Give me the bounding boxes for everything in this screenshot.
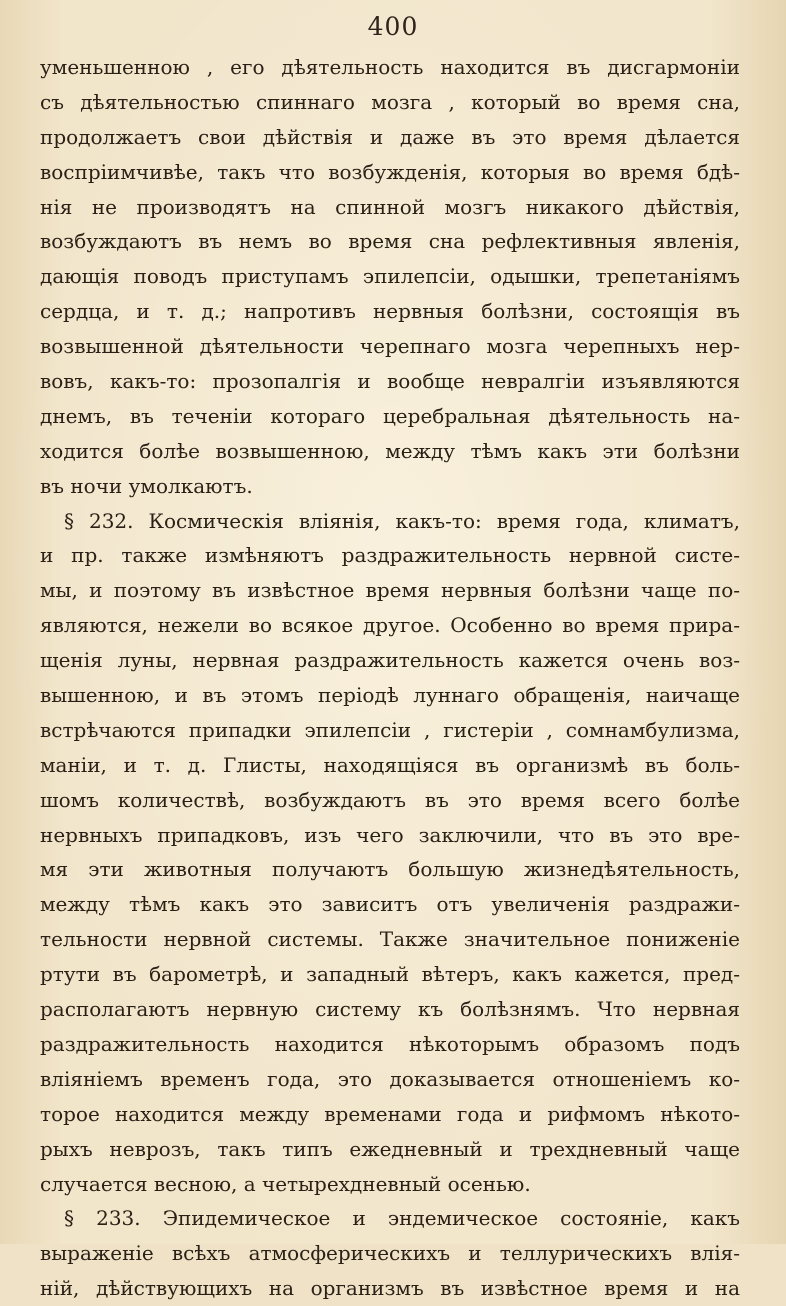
text-line: вовъ, какъ-то: прозопалгія и вообще невралгіи изъявляются [40, 369, 740, 394]
text-line: раздражительность находится нѣкоторымъ образомъ подъ [40, 1031, 740, 1056]
body-text [40, 50, 740, 1306]
text-line: продолжаетъ свои дѣйствія и даже въ это время дѣлается [40, 124, 740, 149]
text-line: вышенною, и въ этомъ періодѣ луннаго обращенія, наичаще [40, 683, 740, 708]
text-line: выраженіе всѣхъ атмосферическихъ и теллурическихъ влія- [40, 1241, 740, 1266]
text-line: рыхъ неврозъ, такъ типъ ежедневный и трехдневный чаще [40, 1136, 740, 1161]
text-line: случается весною, а четырехдневный осенью. [40, 1171, 531, 1196]
text-line: ртути въ барометрѣ, и западный вѣтеръ, какъ кажется, пред- [40, 962, 740, 987]
section-232-start: § 232. Космическія вліянія, какъ-то: время года, климатъ, [64, 508, 740, 533]
text-line: вліяніемъ временъ года, это доказывается отношеніемъ ко- [40, 1066, 740, 1091]
text-line: въ ночи умолкаютъ. [40, 473, 253, 498]
text-line: съ дѣятельностью спиннаго мозга , который во время сна, [40, 89, 740, 114]
text-line: днемъ, въ теченіи котораго церебральная дѣятельность на- [40, 403, 740, 428]
text-line: нервныхъ припадковъ, изъ чего заключили, что въ это вре- [40, 822, 740, 847]
text-line: являются, нежели во всякое другое. Особенно во время прира- [40, 613, 740, 638]
text-line: мы, и поэтому въ извѣстное время нервныя болѣзни чаще по- [40, 578, 740, 603]
text-line: и пр. также измѣняютъ раздражительность нервной систе- [40, 543, 740, 568]
text-line: шомъ количествѣ, возбуждаютъ въ это время всего болѣе [40, 787, 740, 812]
text-line: щенія луны, нервная раздражительность кажется очень воз- [40, 648, 740, 673]
section-233-start: § 233. Эпидемическое и эндемическое состояніе, какъ [64, 1206, 740, 1231]
text-line: торое находится между временами года и рифмомъ нѣкото- [40, 1101, 740, 1126]
text-line: возбуждаютъ въ немъ во время сна рефлективныя явленія, [40, 229, 740, 254]
text-line: возвышенной дѣятельности черепнаго мозга черепныхъ нер- [40, 334, 740, 359]
text-line: между тѣмъ какъ это зависитъ отъ увеличенія раздражи- [40, 892, 740, 917]
text-line: уменьшенною , его дѣятельность находится въ дисгармоніи [40, 55, 740, 79]
text-line: тельности нервной системы. Также значительное пониженіе [40, 927, 740, 952]
text-line: ходится болѣе возвышенною, между тѣмъ какъ эти болѣзни [40, 438, 740, 463]
text-line: маніи, и т. д. Глисты, находящіяся въ организмѣ въ боль- [40, 752, 740, 777]
text-line: располагаютъ нервную систему къ болѣзнямъ. Что нервная [40, 997, 740, 1022]
text-line: сердца, и т. д.; напротивъ нервныя болѣзни, состоящія въ [40, 299, 740, 324]
text-line: мя эти животныя получаютъ большую жизнедѣятельность, [40, 857, 740, 882]
page-number: 400 [367, 12, 419, 41]
text-line: дающія поводъ приступамъ эпилепсіи, одышки, трепетаніямъ [40, 264, 740, 289]
text-line: ній, дѣйствующихъ на организмъ въ извѣстное время и на [40, 1276, 740, 1301]
text-line: встрѣчаются припадки эпилепсіи , гистеріи , сомнамбулизма, [40, 717, 740, 742]
text-line: нія не производятъ на спинной мозгъ никакого дѣйствія, [40, 194, 740, 219]
text-line: воспріимчивѣе, такъ что возбужденія, которыя во время бдѣ- [40, 159, 740, 184]
